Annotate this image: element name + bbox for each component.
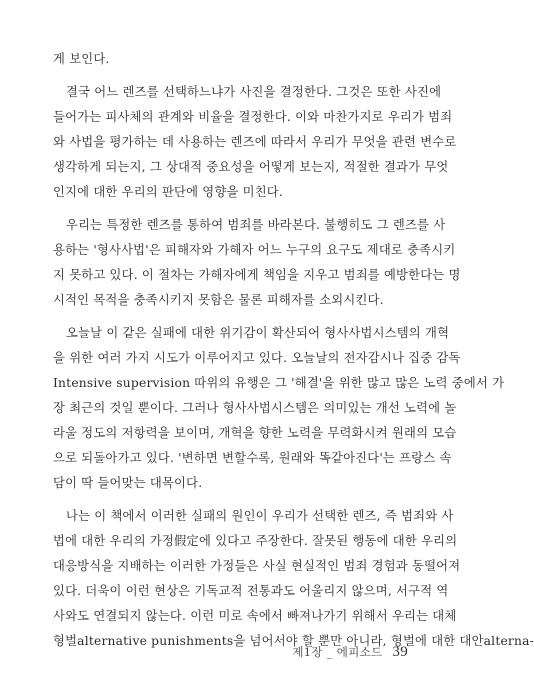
- text-line: 대응방식을 지배하는 이러한 가정들은 사실 현실적인 범죄 경험과 동떨어져: [53, 559, 461, 573]
- paragraph: [53, 504, 534, 654]
- paragraph: [53, 80, 457, 205]
- text-line: 게 보인다.: [53, 52, 110, 66]
- text-line: 형벌alternative punishments을 넘어서야 할 뿐만 아니라, 형벌에 대한 대안alterna-: [53, 634, 534, 648]
- page-footer: [292, 644, 408, 661]
- text-line: 으로 되돌아가고 있다. '변하면 변할수록, 원래와 똑같아진다'는 프랑스 속: [53, 451, 452, 465]
- page-number: 39: [392, 644, 408, 660]
- text-line: 오늘날 이 같은 실패에 대한 위기감이 확산되어 형사사법시스템의 개혁: [66, 326, 450, 340]
- paragraph: [53, 321, 505, 496]
- text-line: 담이 딱 들어맞는 대목이다.: [53, 476, 203, 490]
- text-line: 지 못하고 있다. 이 절차는 가해자에게 책임을 지우고 범죄를 예방한다는 명: [53, 268, 461, 282]
- text-line: Intensive supervision 따위의 유행은 그 '해결'을 위한 많고 많은 노력 중에서 가: [53, 376, 505, 390]
- text-line: 결국 어느 렌즈를 선택하느냐가 사진을 결정한다. 그것은 또한 사진에: [66, 85, 442, 99]
- running-footer-chapter: 제1장 _ 에피소드: [292, 645, 383, 659]
- text-line: 나는 이 책에서 이러한 실패의 원인이 우리가 선택한 렌즈, 즉 범죄와 사: [66, 509, 454, 523]
- text-line: 사와도 연결되지 않는다. 이런 미로 속에서 빠져나가기 위해서 우리는 대체: [53, 609, 457, 623]
- text-line: 와 사법을 평가하는 데 사용하는 렌즈에 따라서 우리가 무엇을 관련 변수로: [53, 135, 457, 149]
- text-line: 장 최근의 것일 뿐이다. 그러나 형사사법시스템은 의미있는 개선 노력에 놀: [53, 401, 457, 415]
- text-line: 라울 정도의 저항력을 보이며, 개혁을 향한 노력을 무력화시켜 원래의 모습: [53, 426, 457, 440]
- paragraph: [53, 47, 413, 72]
- text-line: 생각하게 되는지, 그 상대적 중요성을 어떻게 보는지, 적절한 결과가 무엇: [53, 160, 449, 174]
- text-line: 우리는 특정한 렌즈를 통하여 범죄를 바라본다. 불행히도 그 렌즈를 사: [66, 218, 446, 232]
- text-line: 법에 대한 우리의 가정假定에 있다고 주장한다. 잘못된 행동에 대한 우리의: [53, 534, 458, 548]
- text-line: 있다. 더욱이 이런 현상은 기독교적 전통과도 어울리지 않으며, 서구적 역: [53, 584, 449, 598]
- text-line: 인지에 대한 우리의 판단에 영향을 미친다.: [53, 185, 283, 199]
- text-line: 용하는 '형사사법'은 피해자와 가해자 어느 누구의 요구도 제대로 충족시키: [53, 243, 456, 257]
- page-body: [53, 47, 534, 654]
- paragraph: [53, 213, 461, 313]
- text-line: 을 위한 여러 가지 시도가 이루어지고 있다. 오늘날의 전자감시나 집중 감독: [53, 351, 461, 365]
- text-line: 들어가는 피사체의 관계와 비율을 결정한다. 이와 마찬가지로 우리가 범죄: [53, 110, 453, 124]
- text-line: 시적인 목적을 충족시키지 못함은 물론 피해자를 소외시킨다.: [53, 293, 384, 307]
